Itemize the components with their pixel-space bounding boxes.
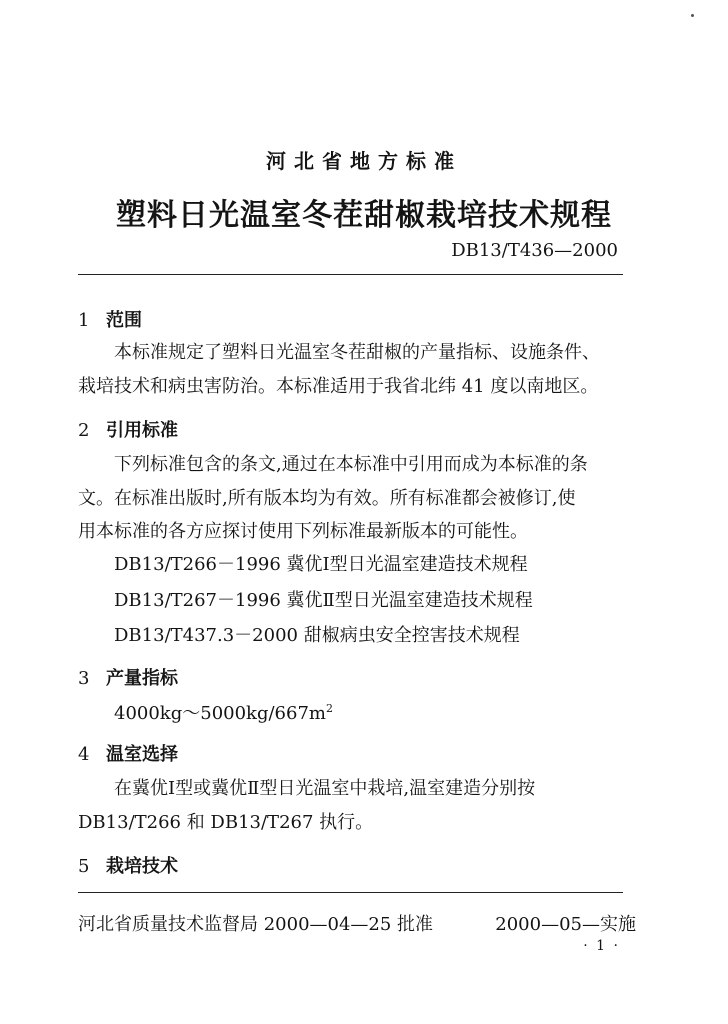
standard-code: DB13/T436—2000 bbox=[451, 240, 618, 261]
scan-speck bbox=[691, 14, 694, 17]
paragraph-line: 栽培技术和病虫害防治。本标准适用于我省北纬 41 度以南地区。 bbox=[78, 376, 599, 397]
paragraph-line: 下列标准包含的条文,通过在本标准中引用而成为本标准的条 bbox=[114, 454, 588, 475]
section-number: 4 bbox=[78, 744, 90, 765]
section-title: 范围 bbox=[106, 310, 142, 331]
yield-unit-exponent: 2 bbox=[325, 702, 333, 715]
paragraph-line: 在冀优Ⅰ型或冀优Ⅱ型日光温室中栽培,温室建造分别按 bbox=[114, 778, 536, 799]
section-4-heading bbox=[78, 740, 178, 766]
section-title: 产量指标 bbox=[106, 668, 178, 689]
document-title: 塑料日光温室冬茬甜椒栽培技术规程 bbox=[116, 198, 612, 233]
paragraph-line: 本标准规定了塑料日光温室冬茬甜椒的产量指标、设施条件、 bbox=[114, 342, 600, 363]
section-number: 3 bbox=[78, 668, 90, 689]
section-5-heading bbox=[78, 852, 178, 878]
section-number: 5 bbox=[78, 856, 90, 877]
yield-text: 4000kg～5000kg/667m bbox=[114, 703, 326, 724]
reference-item: DB13/T266－1996 冀优Ⅰ型日光温室建造技术规程 bbox=[114, 554, 528, 575]
standard-category: 河北省地方标准 bbox=[266, 149, 462, 173]
section-2-heading bbox=[78, 416, 178, 442]
header-divider bbox=[78, 274, 623, 275]
page-number: · 1 · bbox=[583, 938, 620, 954]
yield-value bbox=[114, 699, 333, 725]
section-number: 1 bbox=[78, 310, 90, 331]
section-title: 栽培技术 bbox=[106, 856, 178, 877]
paragraph-line: 用本标准的各方应探讨使用下列标准最新版本的可能性。 bbox=[78, 521, 528, 542]
section-title: 温室选择 bbox=[106, 744, 178, 765]
section-number: 2 bbox=[78, 420, 90, 441]
section-3-heading bbox=[78, 664, 178, 690]
approval-info: 河北省质量技术监督局 2000—04—25 批准 bbox=[78, 914, 434, 935]
section-title: 引用标准 bbox=[106, 420, 178, 441]
section-1-heading bbox=[78, 306, 142, 332]
footer-divider bbox=[78, 892, 623, 893]
implementation-date: 2000—05—实施 bbox=[495, 914, 636, 935]
reference-item: DB13/T267－1996 冀优Ⅱ型日光温室建造技术规程 bbox=[114, 590, 533, 611]
paragraph-line: 文。在标准出版时,所有版本均为有效。所有标准都会被修订,使 bbox=[78, 488, 576, 509]
paragraph-line: DB13/T266 和 DB13/T267 执行。 bbox=[78, 812, 374, 833]
reference-item: DB13/T437.3－2000 甜椒病虫安全控害技术规程 bbox=[114, 625, 520, 646]
